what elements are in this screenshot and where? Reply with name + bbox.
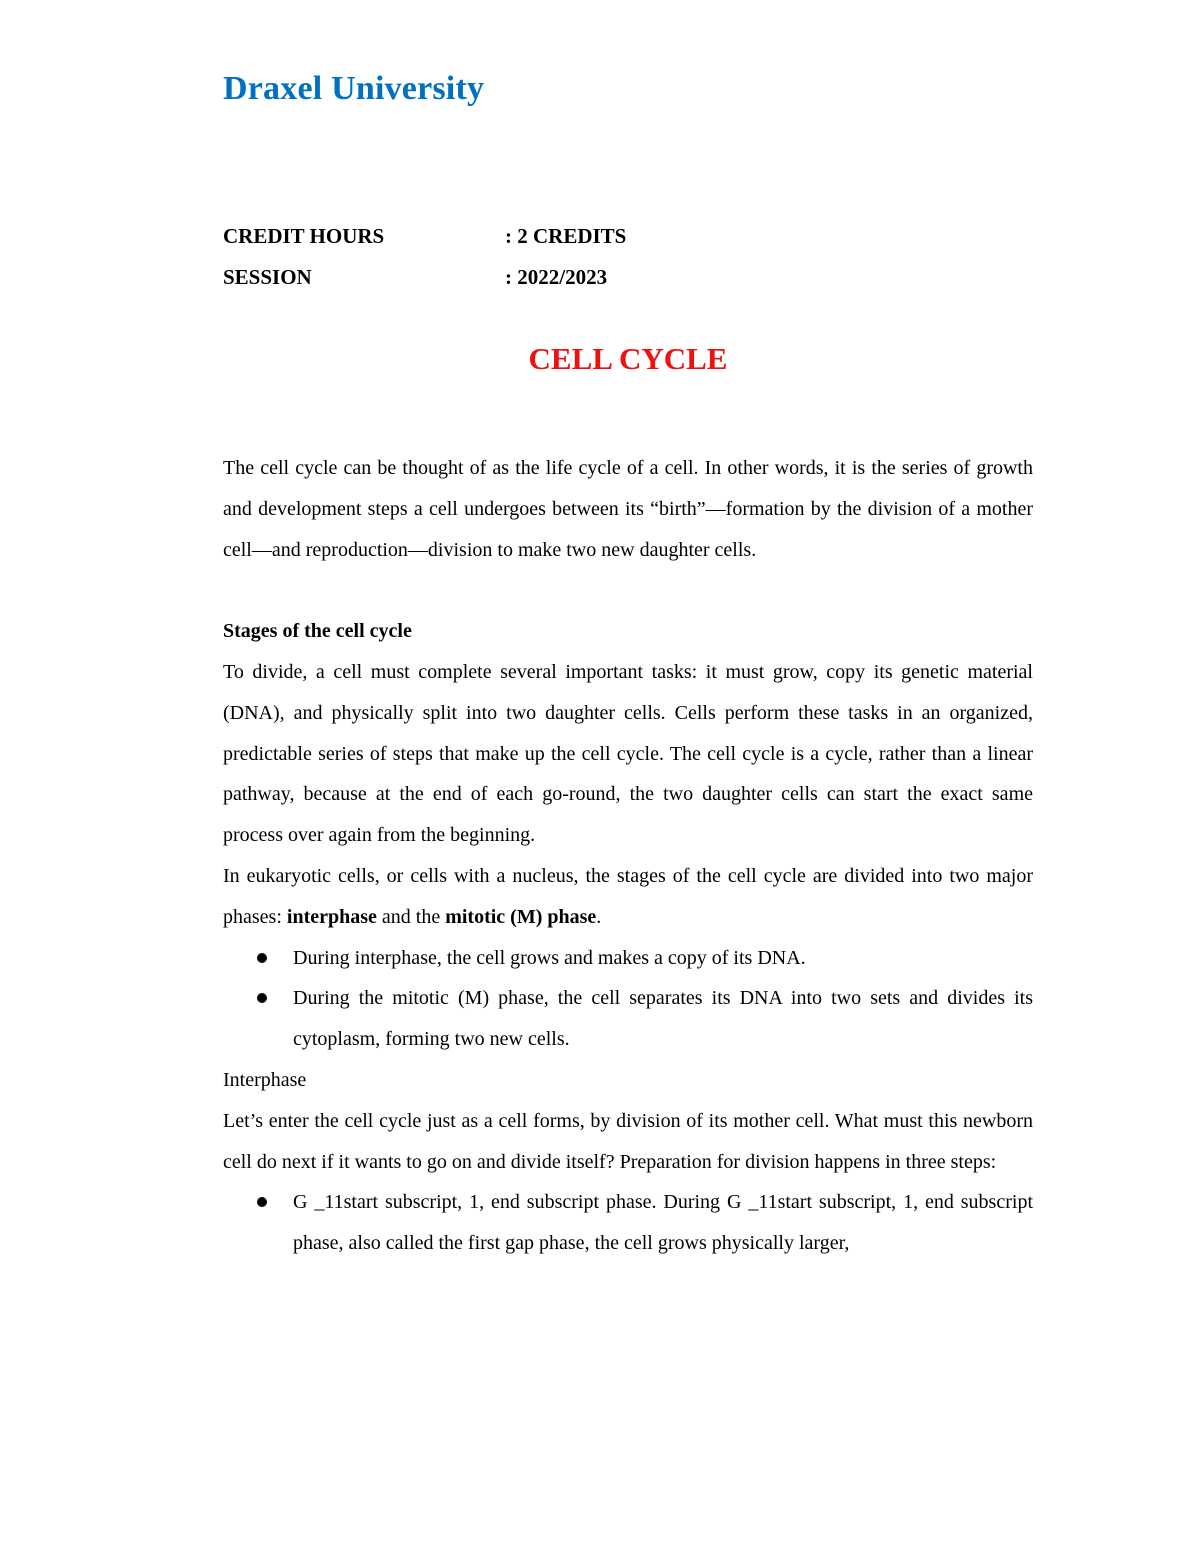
document-title: CELL CYCLE bbox=[528, 341, 728, 376]
list-item bbox=[223, 938, 1033, 979]
stages-paragraph-2 bbox=[223, 856, 1033, 938]
credit-hours-label: CREDIT HOURS bbox=[223, 224, 385, 248]
interphase-bullet-list bbox=[223, 1182, 1033, 1264]
list-item-text: During the mitotic (M) phase, the cell separates its DNA into two sets and divides its cytoplasm, forming two new cells. bbox=[293, 987, 1033, 1051]
list-item-text: G _11start subscript, 1, end subscript phase. During G _11start subscript, 1, end subscript phase, also called the first gap phase, the cell grows physically larger, bbox=[293, 1191, 1033, 1255]
term-mitotic-phase: mitotic (M) phase bbox=[445, 905, 597, 928]
paragraph-gap bbox=[223, 570, 1033, 611]
interphase-paragraph: Let’s enter the cell cycle just as a cell forms, by division of its mother cell. What must this newborn cell do next if it wants to go on and divide itself? Preparation for division happens in three steps: bbox=[223, 1109, 1033, 1173]
interphase-heading: Interphase bbox=[223, 1068, 307, 1091]
session-label: SESSION bbox=[223, 265, 312, 289]
stages-paragraph-1: To divide, a cell must complete several important tasks: it must grow, copy its genetic material (DNA), and physically split into two daughter cells. Cells perform these tasks in an organized, predictable series of steps that make up the cell cycle. The cell cycle is a cycle, rather than a linear pathway, because at the end of each go-round, the two daughter cells can start the exact same process over again from the beginning. bbox=[223, 660, 1033, 847]
term-interphase: interphase bbox=[286, 905, 377, 928]
stages-bullet-list bbox=[223, 938, 1033, 1060]
credit-hours-value: : 2 CREDITS bbox=[505, 224, 627, 248]
stages-heading: Stages of the cell cycle bbox=[223, 620, 412, 643]
list-item bbox=[223, 978, 1033, 1060]
intro-paragraph: The cell cycle can be thought of as the life cycle of a cell. In other words, it is the series of growth and development steps a cell undergoes between its “birth”—formation by the division of a mother cell—and reproduction—division to make two new daughter cells. bbox=[223, 457, 1033, 561]
bullet-icon bbox=[257, 1197, 267, 1207]
university-name: Draxel University bbox=[223, 70, 485, 107]
bullet-icon bbox=[257, 993, 267, 1003]
stages-paragraph-2-start: In eukaryotic cells, or cells with a nucleus, the stages of the cell cycle are divided into two major phases: bbox=[223, 864, 1033, 928]
session-value: : 2022/2023 bbox=[505, 265, 608, 289]
bullet-icon bbox=[257, 953, 267, 963]
list-item-text: During interphase, the cell grows and makes a copy of its DNA. bbox=[293, 946, 806, 969]
document-body bbox=[223, 448, 1033, 1264]
list-item bbox=[223, 1182, 1033, 1264]
stages-paragraph-2-end: . bbox=[596, 905, 602, 928]
stages-paragraph-2-mid: and the bbox=[376, 905, 446, 928]
